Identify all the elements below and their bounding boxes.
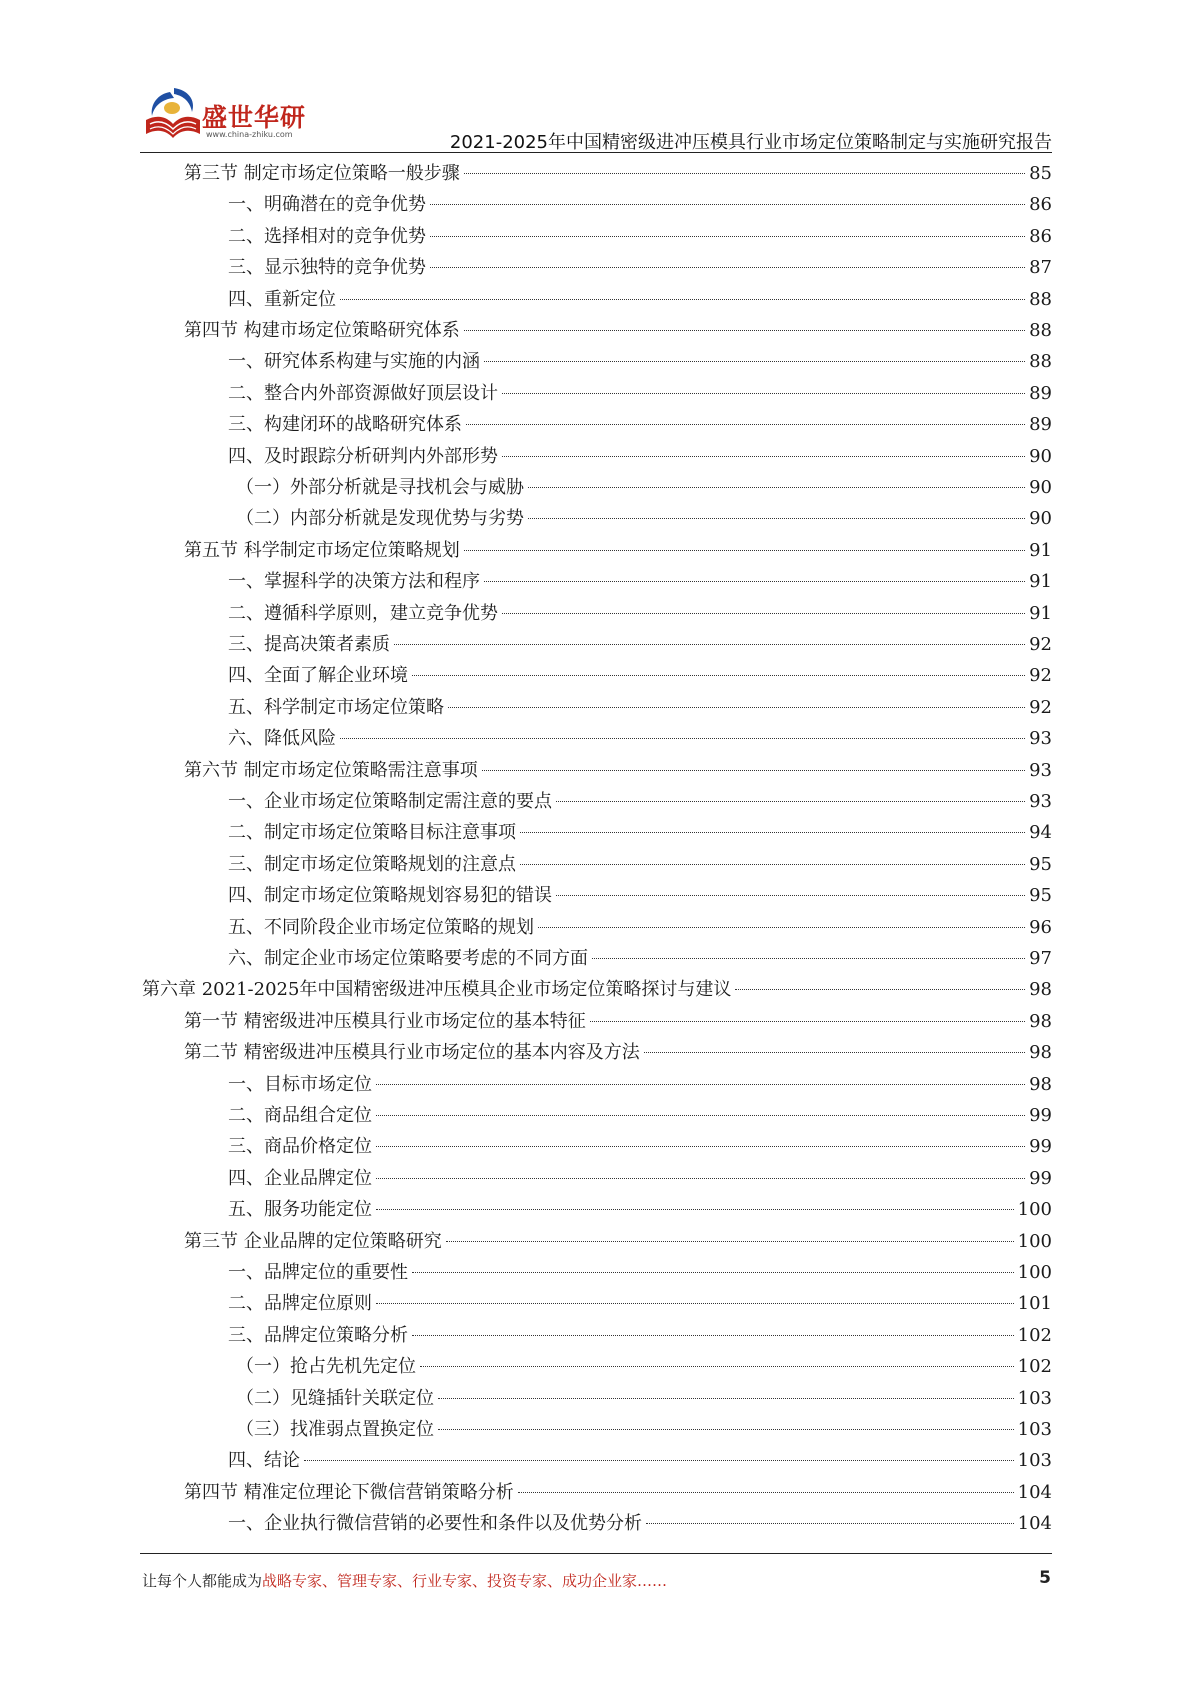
toc-entry[interactable] — [228, 1072, 1052, 1098]
page-header — [0, 0, 1191, 153]
toc-entry-page: 93 — [1029, 728, 1052, 750]
toc-entry-title: 四、制定市场定位策略规划容易犯的错误 — [228, 885, 552, 907]
dot-leader — [446, 1241, 1014, 1242]
toc-entry-page: 91 — [1029, 539, 1052, 561]
toc-entry-title: 一、品牌定位的重要性 — [228, 1262, 408, 1283]
dot-leader — [520, 832, 1025, 833]
toc-entry-page: 102 — [1017, 1356, 1052, 1378]
toc-entry-title: （二）见缝插针关联定位 — [236, 1387, 434, 1409]
toc-entry[interactable] — [228, 915, 1052, 941]
toc-entry[interactable] — [184, 318, 1052, 344]
toc-entry[interactable] — [236, 1386, 1052, 1412]
dot-leader — [412, 1335, 1014, 1336]
toc-entry-page: 86 — [1029, 225, 1052, 247]
toc-entry-page: 95 — [1029, 853, 1052, 875]
toc-entry-title: 二、品牌定位原则 — [228, 1293, 372, 1315]
dot-leader — [592, 958, 1025, 959]
toc-entry[interactable] — [228, 1448, 1052, 1474]
slogan-highlight: 战略专家、管理专家、行业专家、投资专家、成功企业家 — [262, 1572, 638, 1590]
toc-entry[interactable] — [228, 1197, 1052, 1223]
toc-entry-page: 103 — [1017, 1419, 1052, 1440]
toc-entry[interactable] — [228, 695, 1052, 721]
toc-entry-page: 101 — [1017, 1293, 1052, 1315]
toc-entry-page: 90 — [1029, 477, 1052, 498]
toc-entry[interactable] — [228, 192, 1052, 218]
toc-entry-title: （一）外部分析就是寻找机会与威胁 — [236, 477, 524, 498]
dot-leader — [376, 1084, 1025, 1085]
dot-leader — [482, 770, 1025, 771]
dot-leader — [438, 1429, 1014, 1430]
toc-entry[interactable] — [228, 255, 1052, 281]
toc-entry[interactable] — [228, 412, 1052, 438]
toc-entry-title: 第二节 精密级进冲压模具行业市场定位的基本内容及方法 — [184, 1042, 640, 1064]
toc-entry-page: 90 — [1029, 445, 1052, 467]
toc-entry[interactable] — [184, 538, 1052, 564]
toc-entry-title: 第五节 科学制定市场定位策略规划 — [184, 539, 460, 561]
toc-entry-page: 89 — [1029, 414, 1052, 436]
toc-entry-title: 三、构建闭环的战略研究体系 — [228, 414, 462, 436]
toc-entry-page: 98 — [1029, 979, 1052, 1001]
toc-entry-page: 97 — [1029, 948, 1052, 969]
toc-entry-title: 五、科学制定市场定位策略 — [228, 696, 444, 718]
toc-entry[interactable] — [228, 726, 1052, 752]
dot-leader — [484, 581, 1025, 582]
toc-entry-page: 98 — [1029, 1073, 1052, 1095]
toc-entry[interactable] — [184, 161, 1052, 187]
dot-leader — [412, 675, 1025, 676]
toc-entry-page: 98 — [1029, 1010, 1052, 1032]
toc-entry-page: 91 — [1029, 602, 1052, 624]
dot-leader — [556, 801, 1025, 802]
dot-leader — [340, 299, 1025, 300]
toc-entry[interactable] — [228, 663, 1052, 689]
dot-leader — [464, 550, 1025, 551]
toc-entry-title: 二、遵循科学原则，建立竞争优势 — [228, 602, 498, 624]
footer-slogan — [142, 1570, 667, 1591]
dot-leader — [644, 1052, 1025, 1053]
toc-entry[interactable] — [228, 1103, 1052, 1129]
toc-entry-title: 第三节 企业品牌的定位策略研究 — [184, 1230, 442, 1252]
dot-leader — [502, 456, 1025, 457]
dot-leader — [376, 1115, 1025, 1116]
dot-leader — [590, 1021, 1025, 1022]
slogan-prefix: 让每个人都能成为 — [142, 1572, 263, 1590]
dot-leader — [448, 707, 1025, 708]
dot-leader — [646, 1523, 1014, 1524]
toc-entry[interactable] — [228, 381, 1052, 407]
toc-entry-page: 103 — [1017, 1387, 1052, 1409]
toc-entry[interactable] — [228, 1134, 1052, 1160]
toc-entry-title: 四、结论 — [228, 1450, 300, 1472]
dot-leader — [420, 1366, 1014, 1367]
toc-entry-page: 99 — [1029, 1167, 1052, 1189]
toc-entry-page: 91 — [1029, 571, 1052, 593]
toc-entry-title: 一、企业市场定位策略制定需注意的要点 — [228, 791, 552, 812]
footer-divider — [140, 1553, 1052, 1554]
dot-leader — [376, 1178, 1025, 1179]
toc-entry-title: （三）找准弱点置换定位 — [236, 1419, 434, 1440]
dot-leader — [438, 1398, 1014, 1399]
logo-book-icon — [140, 84, 206, 144]
toc-entry-page: 99 — [1029, 1105, 1052, 1126]
toc-entry-title: 第四节 精准定位理论下微信营销策略分析 — [184, 1481, 514, 1503]
toc-entry-page: 98 — [1029, 1042, 1052, 1064]
toc-entry[interactable] — [236, 1417, 1052, 1443]
toc-entry-title: 五、服务功能定位 — [228, 1199, 372, 1221]
toc-entry[interactable] — [228, 883, 1052, 909]
toc-entry-page: 93 — [1029, 791, 1052, 812]
toc-entry[interactable] — [184, 1009, 1052, 1035]
toc-entry[interactable] — [228, 601, 1052, 627]
report-title: 2021-2025年中国精密级进冲压模具行业市场定位策略制定与实施研究报告 — [449, 132, 1052, 153]
toc-entry-page: 92 — [1029, 634, 1052, 655]
toc-entry-title: 五、不同阶段企业市场定位策略的规划 — [228, 916, 534, 938]
toc-entry-title: 三、商品价格定位 — [228, 1136, 372, 1158]
logo-url: www.china-zhiku.com — [206, 130, 293, 139]
toc-entry-page: 100 — [1017, 1199, 1052, 1221]
toc-entry[interactable] — [228, 852, 1052, 878]
toc-entry-page: 87 — [1029, 257, 1052, 279]
slogan-suffix: …… — [637, 1572, 668, 1590]
toc-entry-page: 95 — [1029, 885, 1052, 907]
toc-entry[interactable] — [228, 1291, 1052, 1317]
toc-entry-page: 100 — [1017, 1262, 1052, 1283]
dot-leader — [464, 173, 1025, 174]
dot-leader — [538, 927, 1025, 928]
toc-entry-title: 一、目标市场定位 — [228, 1073, 372, 1095]
toc-entry-title: 三、显示独特的竞争优势 — [228, 257, 426, 279]
toc-entry[interactable] — [228, 444, 1052, 470]
toc-entry-page: 89 — [1029, 382, 1052, 404]
toc-entry-title: 第三节 制定市场定位策略一般步骤 — [184, 163, 460, 184]
toc-entry-title: 六、降低风险 — [228, 728, 336, 750]
toc-entry-page: 99 — [1029, 1136, 1052, 1158]
dot-leader — [376, 1209, 1014, 1210]
toc-entry-title: 四、企业品牌定位 — [228, 1167, 372, 1189]
toc-entry-title: 一、明确潜在的竞争优势 — [228, 194, 426, 216]
dot-leader — [528, 518, 1025, 519]
toc-entry-title: 一、企业执行微信营销的必要性和条件以及优势分析 — [228, 1513, 642, 1535]
toc-entry[interactable] — [236, 475, 1052, 501]
header-divider — [140, 152, 1052, 153]
toc-entry-page: 94 — [1029, 822, 1052, 844]
toc-entry[interactable] — [142, 977, 1052, 1003]
toc-entry-page: 88 — [1029, 320, 1052, 341]
toc-entry[interactable] — [184, 758, 1052, 784]
toc-entry-title: （一）抢占先机先定位 — [236, 1356, 416, 1378]
toc-entry[interactable] — [228, 224, 1052, 250]
toc-entry[interactable] — [228, 569, 1052, 595]
toc-entry[interactable] — [184, 1229, 1052, 1255]
dot-leader — [464, 330, 1025, 331]
dot-leader — [520, 864, 1025, 865]
toc-entry[interactable] — [184, 1040, 1052, 1066]
toc-entry-page: 85 — [1029, 163, 1052, 184]
dot-leader — [502, 613, 1025, 614]
toc-entry-page: 104 — [1017, 1481, 1052, 1503]
toc-entry-page: 103 — [1017, 1450, 1052, 1472]
dot-leader — [528, 487, 1025, 488]
page-number: 5 — [1039, 1568, 1051, 1588]
dot-leader — [376, 1303, 1014, 1304]
dot-leader — [430, 267, 1025, 268]
dot-leader — [394, 644, 1025, 645]
toc-entry[interactable] — [228, 820, 1052, 846]
toc-entry-page: 102 — [1017, 1324, 1052, 1346]
dot-leader — [556, 895, 1025, 896]
dot-leader — [340, 738, 1025, 739]
toc-entry-title: 一、研究体系构建与实施的内涵 — [228, 351, 480, 373]
toc-entry-title: 第六章 2021-2025年中国精密级进冲压模具企业市场定位策略探讨与建议 — [142, 979, 732, 1001]
toc-entry-page: 104 — [1017, 1513, 1052, 1535]
toc-entry-title: 四、及时跟踪分析研判内外部形势 — [228, 445, 498, 467]
toc-entry[interactable] — [236, 1354, 1052, 1380]
dot-leader — [376, 1146, 1025, 1147]
toc-entry-page: 88 — [1029, 351, 1052, 373]
logo-name: 盛世华研 — [202, 103, 307, 132]
toc-entry[interactable] — [228, 349, 1052, 375]
toc-entry-page: 100 — [1017, 1230, 1052, 1252]
toc-entry-page: 86 — [1029, 194, 1052, 216]
toc-entry-title: 二、选择相对的竞争优势 — [228, 225, 426, 247]
toc-entry[interactable] — [228, 1323, 1052, 1349]
toc-entry-page: 90 — [1029, 508, 1052, 530]
toc-entry-title: 二、整合内外部资源做好顶层设计 — [228, 382, 498, 404]
toc-entry[interactable] — [228, 1511, 1052, 1537]
dot-leader — [518, 1492, 1014, 1493]
company-logo — [140, 84, 320, 146]
toc-entry[interactable] — [228, 789, 1052, 815]
toc-entry-title: 四、全面了解企业环境 — [228, 665, 408, 687]
toc-entry-title: 三、品牌定位策略分析 — [228, 1324, 408, 1346]
toc-entry-title: 第四节 构建市场定位策略研究体系 — [184, 320, 460, 341]
toc-entry-title: 三、提高决策者素质 — [228, 634, 390, 655]
toc-entry-title: 第一节 精密级进冲压模具行业市场定位的基本特征 — [184, 1010, 586, 1032]
dot-leader — [430, 236, 1025, 237]
toc-entry-title: 二、商品组合定位 — [228, 1105, 372, 1126]
toc-entry[interactable] — [184, 1480, 1052, 1506]
toc-entry-title: 一、掌握科学的决策方法和程序 — [228, 571, 480, 593]
toc-entry-title: 第六节 制定市场定位策略需注意事项 — [184, 759, 478, 781]
toc-entry-page: 88 — [1029, 288, 1052, 310]
toc-entry[interactable] — [228, 1260, 1052, 1286]
dot-leader — [304, 1460, 1014, 1461]
toc-entry-page: 93 — [1029, 759, 1052, 781]
dot-leader — [484, 361, 1025, 362]
toc-entry-title: 六、制定企业市场定位策略要考虑的不同方面 — [228, 948, 588, 969]
toc-entry-page: 92 — [1029, 696, 1052, 718]
dot-leader — [735, 989, 1025, 990]
toc-entry[interactable] — [228, 287, 1052, 313]
toc-entry[interactable] — [228, 1166, 1052, 1192]
dot-leader — [430, 204, 1025, 205]
dot-leader — [466, 424, 1025, 425]
toc-entry-title: （二）内部分析就是发现优势与劣势 — [236, 508, 524, 530]
toc-entry-title: 三、制定市场定位策略规划的注意点 — [228, 853, 516, 875]
dot-leader — [502, 393, 1025, 394]
toc-entry-page: 96 — [1029, 916, 1052, 938]
toc-entry[interactable] — [228, 946, 1052, 972]
dot-leader — [412, 1272, 1014, 1273]
toc-entry[interactable] — [228, 632, 1052, 658]
toc-entry-title: 四、重新定位 — [228, 288, 336, 310]
toc-entry[interactable] — [236, 506, 1052, 532]
toc-entry-title: 二、制定市场定位策略目标注意事项 — [228, 822, 516, 844]
toc-entry-page: 92 — [1029, 665, 1052, 687]
